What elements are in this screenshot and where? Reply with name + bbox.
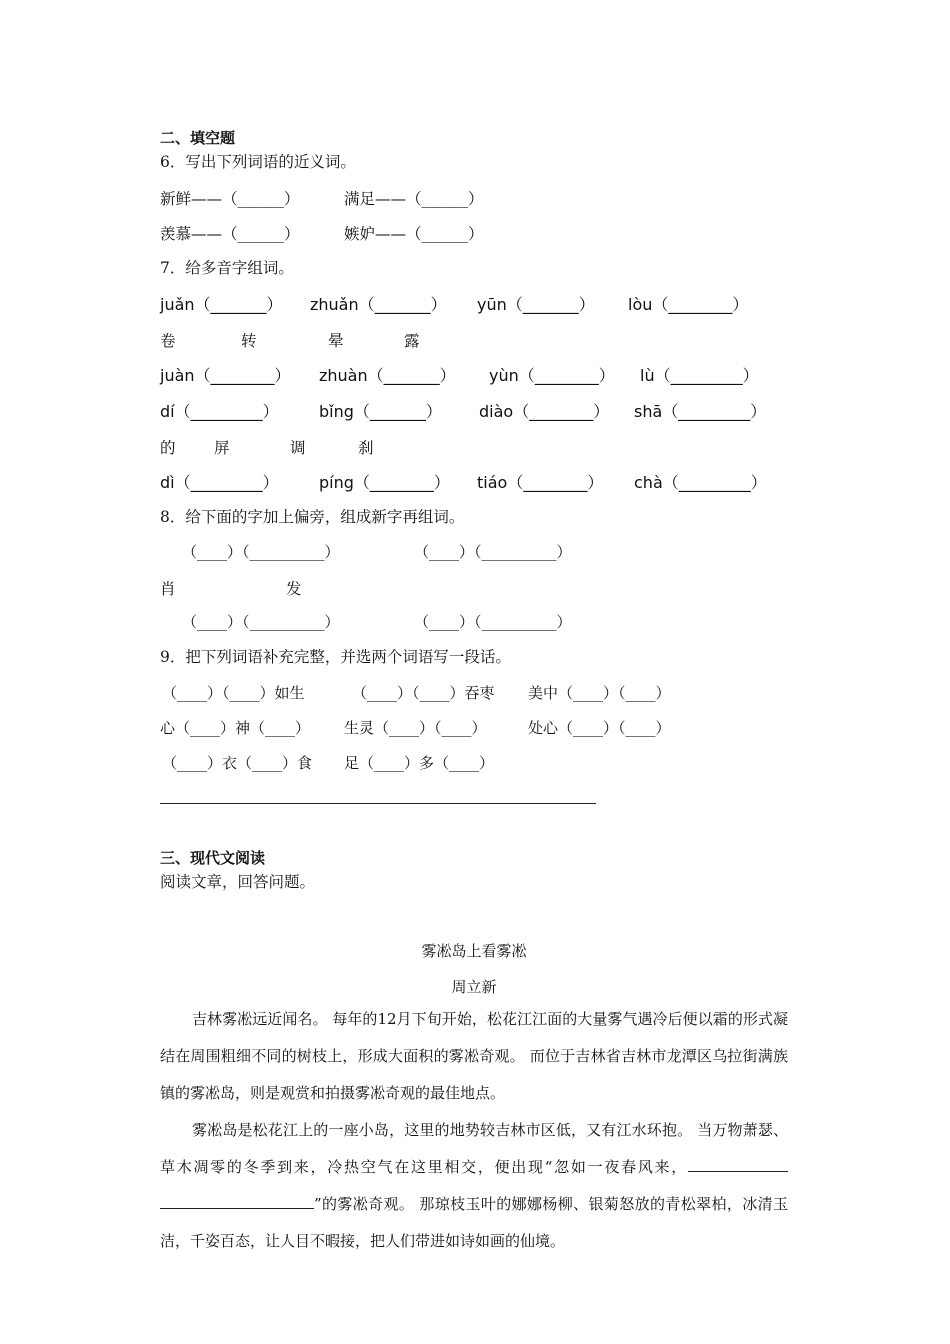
q8-title: 8．给下面的字加上偏旁，组成新字再组词。 xyxy=(160,508,465,526)
q7-r4-c2: píng（________） xyxy=(319,473,450,492)
q7-char-sha: 刹 xyxy=(358,439,374,457)
q9-r1-c1: （____）（____）如生 xyxy=(162,684,305,702)
article-paragraph-1: 吉林雾凇远近闻名。 每年的12月下旬开始，松花江江面的大量雾气遇冷后便以霜的形式凝结在周围粗细不同的树枝上，形成大面积的雾凇奇观。 而位于吉林省吉林市龙潭区乌拉街满族镇的雾凇岛，则是观赏和拍摄雾凇奇观的最佳地点。 xyxy=(160,1010,788,1102)
section3-instruction: 阅读文章，回答问题。 xyxy=(160,873,316,891)
q7-r1-c1: juǎn（_______） xyxy=(160,295,283,314)
q7-r2-c4: lù（_________） xyxy=(640,366,759,385)
q7-r2-c1: juàn（________） xyxy=(160,366,291,385)
q7-r4-c3: tiáo（________） xyxy=(477,473,604,492)
q7-r2-c2: zhuàn（_______） xyxy=(319,366,456,385)
q6-title: 6．写出下列词语的近义词。 xyxy=(160,153,356,171)
q7-r1-c4: lòu（________） xyxy=(628,295,749,314)
q7-char-zhuan: 转 xyxy=(241,332,257,350)
q9-r3-c2: 足（____）多（____） xyxy=(344,754,495,772)
q7-r3-c2: bǐng（_______） xyxy=(319,402,442,421)
q8-blank-3: （____）（__________） xyxy=(182,613,340,631)
q7-r4-c1: dì（_________） xyxy=(160,473,279,492)
q9-r2-c1: 心（____）神（____） xyxy=(160,719,311,737)
q9-r3-c1: （____）衣（____）食 xyxy=(162,754,313,772)
q8-blank-4: （____）（__________） xyxy=(414,613,572,631)
q6-item-2: 满足——（______） xyxy=(344,190,484,208)
q7-r3-c1: dí（_________） xyxy=(160,402,279,421)
article-title: 雾凇岛上看雾凇 xyxy=(421,942,527,960)
q8-char-fa: 发 xyxy=(286,580,302,598)
q7-char-juan: 卷 xyxy=(160,332,176,350)
q7-char-ping: 屏 xyxy=(214,439,230,457)
q9-answer-line xyxy=(160,803,596,804)
q7-title: 7．给多音字组词。 xyxy=(160,259,294,277)
q7-r4-c4: chà（_________） xyxy=(634,473,767,492)
section2-heading: 二、填空题 xyxy=(160,129,236,147)
q9-r2-c3: 处心（____）（____） xyxy=(528,719,671,737)
q7-r3-c4: shā（_________） xyxy=(634,402,767,421)
article-paragraph-2 xyxy=(160,1112,788,1260)
q7-r3-c3: diào（________） xyxy=(479,402,610,421)
q8-blank-2: （____）（__________） xyxy=(414,543,572,561)
paragraph-2-part-a: 雾凇岛是松花江上的一座小岛，这里的地势较吉林市区低，又有江水环抱。 当万物萧瑟、草木凋零的冬季到来，冷热空气在这里相交，便出现“忽如一夜春风来， xyxy=(160,1121,788,1176)
q8-char-xiao: 肖 xyxy=(160,580,176,598)
q6-item-1: 新鲜——（______） xyxy=(160,190,300,208)
q9-r2-c2: 生灵（____）（____） xyxy=(344,719,487,737)
q6-item-4: 嫉妒——（______） xyxy=(344,225,484,243)
q7-char-di: 的 xyxy=(160,439,176,457)
quote-answer-blank-2[interactable] xyxy=(160,1194,314,1209)
q7-char-yun: 晕 xyxy=(328,332,344,350)
q6-item-3: 羡慕——（______） xyxy=(160,225,300,243)
paragraph-2-part-b: ”的雾凇奇观。 那琼枝玉叶的娜娜杨柳、银菊怒放的青松翠柏，冰清玉洁，千姿百态，让人目不暇接，把人们带进如诗如画的仙境。 xyxy=(160,1195,788,1250)
q7-char-lu: 露 xyxy=(404,332,420,350)
q8-blank-1: （____）（__________） xyxy=(182,543,340,561)
q7-char-diao: 调 xyxy=(290,439,306,457)
article-author: 周立新 xyxy=(451,978,497,996)
q9-title: 9．把下列词语补充完整，并选两个词语写一段话。 xyxy=(160,648,511,666)
q9-r1-c3: 美中（____）（____） xyxy=(528,684,671,702)
q7-r1-c3: yūn（_______） xyxy=(477,295,595,314)
q7-r1-c2: zhuǎn（_______） xyxy=(310,295,447,314)
quote-answer-blank-1[interactable] xyxy=(688,1157,788,1172)
q7-r2-c3: yùn（________） xyxy=(489,366,615,385)
section3-heading: 三、现代文阅读 xyxy=(160,849,266,867)
q9-r1-c2: （____）（____）吞枣 xyxy=(352,684,495,702)
